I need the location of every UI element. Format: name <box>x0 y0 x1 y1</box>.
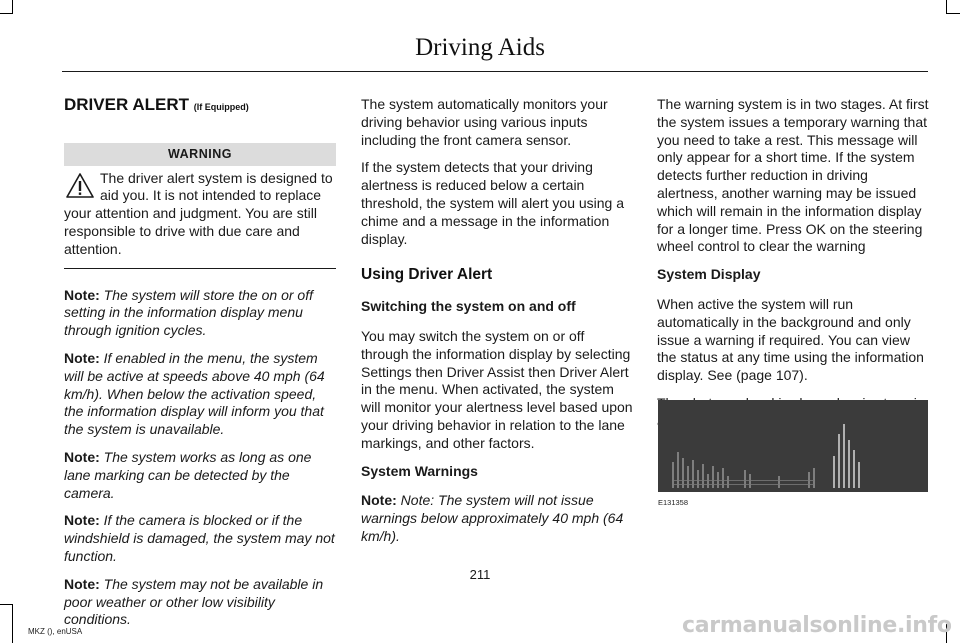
note-label: Note: <box>64 448 100 465</box>
warning-triangle-icon <box>66 172 94 200</box>
subheading: Switching the system on and off <box>361 298 576 315</box>
note-label: Note: <box>64 575 100 592</box>
section-title-suffix: (If Equipped) <box>193 102 249 112</box>
alertness-display-graphic <box>658 400 928 492</box>
note <box>361 492 633 545</box>
column-2 <box>361 96 633 556</box>
model-footer: MKZ (), enUSA <box>28 627 83 636</box>
crop-mark <box>946 0 947 14</box>
crop-mark <box>946 13 960 14</box>
crop-mark <box>12 0 13 14</box>
note <box>64 350 336 439</box>
paragraph: You may switch the system on or off through the information display by selecting Settings then Driver Assist then Driver Alert in the menu. When activated, the system will monitor your alertness level based upon your driving behavior in relation to the lane markings, and other factors. <box>361 327 633 451</box>
paragraph: The warning system is in two stages. At first the system issues a temporary warning that you need to take a rest. This message will only appear for a short time. If the system detects further reduction in driving alertness, another warning may be issued which will remain in the information display for a longer time. Press OK on the steering wheel control to clear the warning <box>657 96 929 255</box>
note-text: The system works as long as one lane marking can be detected by the camera. <box>64 448 312 501</box>
paragraph: If the system detects that your driving alertness is reduced below a certain threshold, the system will alert you using a chime and a message in the information display. <box>361 159 625 247</box>
note-label: Note: <box>64 286 100 303</box>
subsection-heading: Using Driver Alert <box>361 266 493 284</box>
note <box>64 287 336 340</box>
note-label: Note: <box>64 349 100 366</box>
warning-box <box>64 170 336 269</box>
note <box>64 449 336 502</box>
column-3 <box>657 96 929 441</box>
warning-text: The driver alert system is designed to aid you. It is not intended to replace your attention and judgment. You are still responsible to drive with due care and attention. <box>64 169 333 257</box>
section-title-text: DRIVER ALERT <box>64 95 189 114</box>
note-text: If the camera is blocked or if the windshield is damaged, the system may not function. <box>64 512 335 564</box>
note-text: The system will store the on or off setting in the information display menu through ignition cycles. <box>64 286 313 339</box>
note-text: Note: The system will not issue warnings below approximately 40 mph (64 km/h). <box>361 492 624 544</box>
note <box>64 576 336 629</box>
column-1 <box>64 96 336 639</box>
header-divider <box>62 71 928 72</box>
warning-label: WARNING <box>64 143 336 166</box>
paragraph: When active the system will run automatically in the background and only issue a warning if required. You can view the status at any time using the information display. See (page 107). <box>657 295 924 384</box>
paragraph: The system automatically monitors your driving behavior using various inputs including the front camera sensor. <box>361 96 608 148</box>
note <box>64 512 336 565</box>
alertness-display-image <box>658 400 928 492</box>
crop-mark <box>0 13 13 14</box>
note-label: Note: <box>361 492 397 509</box>
section-title <box>64 96 336 117</box>
crop-mark <box>0 604 13 605</box>
subheading: System Display <box>657 266 761 283</box>
note-text: If enabled in the menu, the system will be active at speeds above 40 mph (64 km/h). When below the activation speed, the information display will inform you that the system is unavailable. <box>64 349 325 438</box>
subheading: System Warnings <box>361 462 478 479</box>
page-header-title: Driving Aids <box>415 34 545 61</box>
note-text: The system may not be available in poor weather or other low visibility conditions. <box>64 575 324 628</box>
figure-id: E131358 <box>658 498 689 507</box>
watermark: carmanualsonline.info <box>682 613 952 638</box>
note-label: Note: <box>64 512 100 529</box>
crop-mark <box>12 604 13 643</box>
page-number: 211 <box>469 567 491 582</box>
